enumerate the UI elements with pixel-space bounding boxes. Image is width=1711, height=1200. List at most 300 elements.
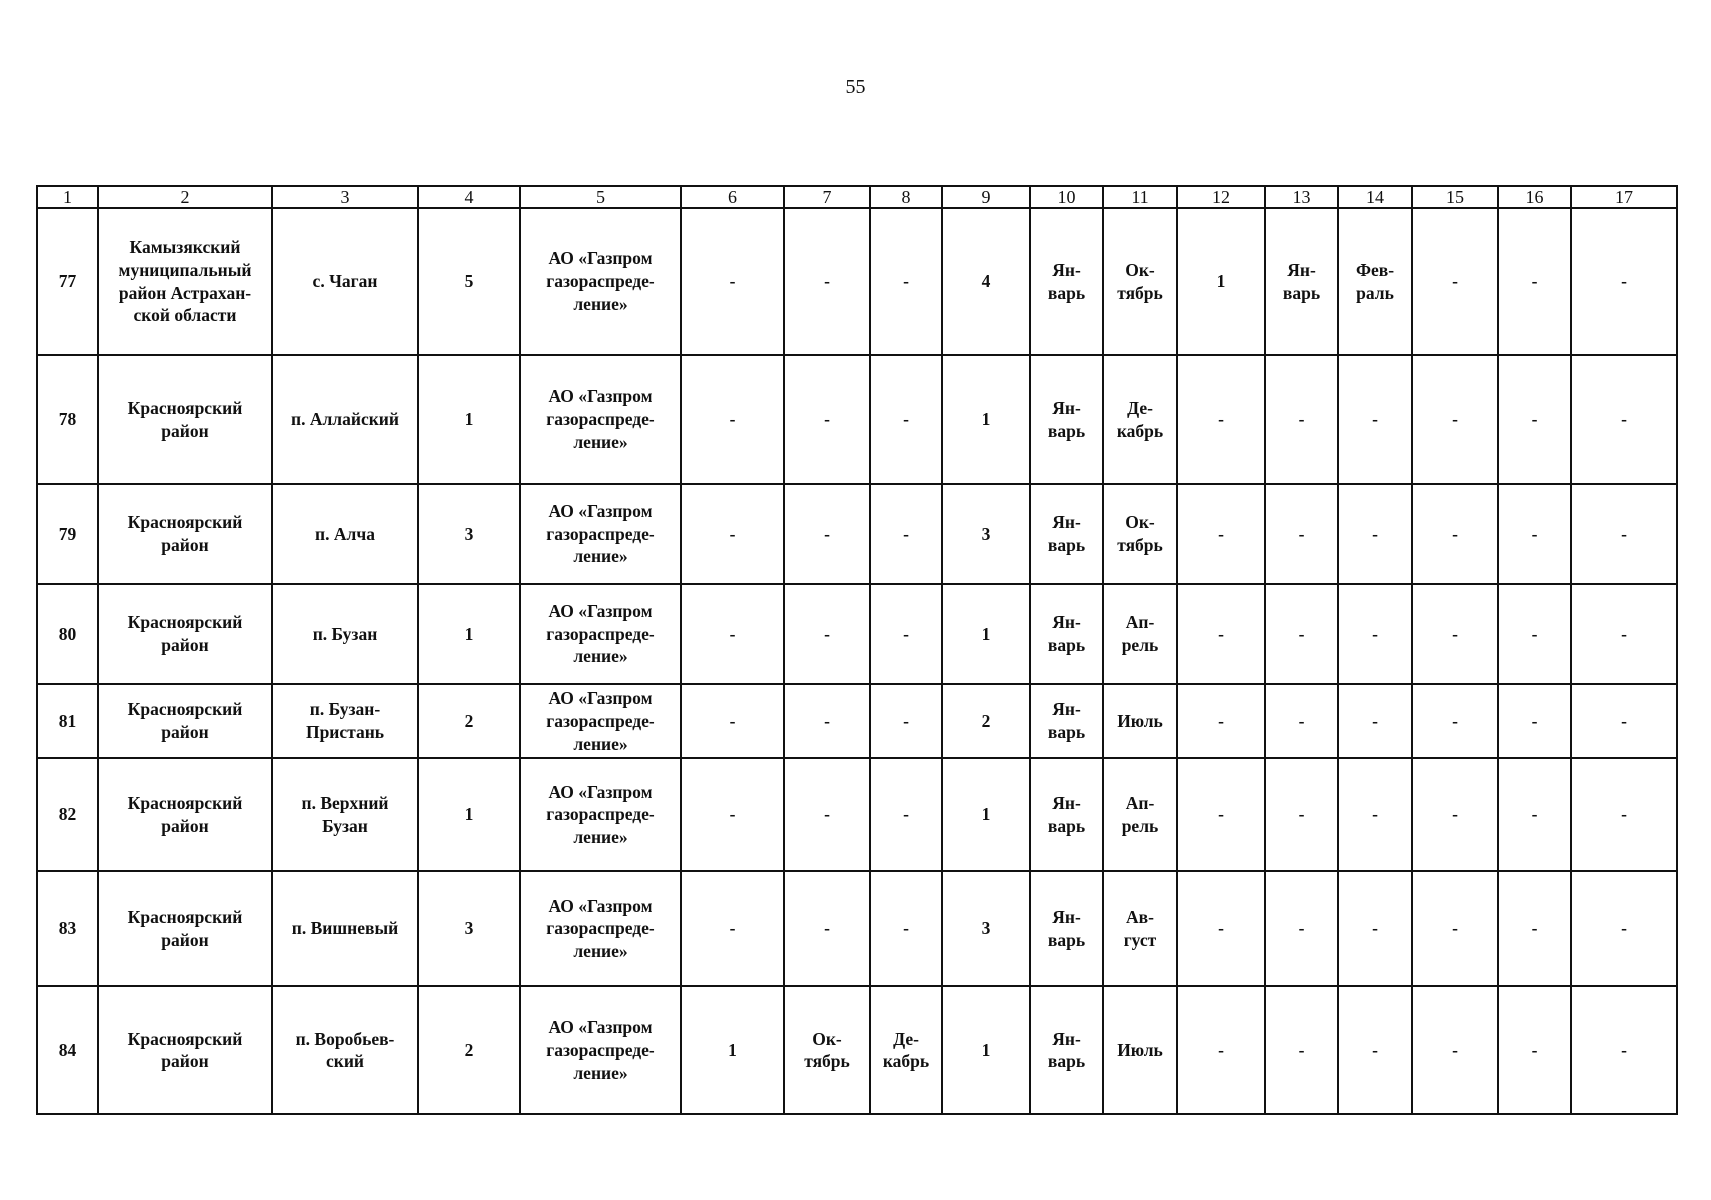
table-cell-col-4	[418, 355, 520, 484]
cell-text-line: -	[1621, 804, 1627, 825]
cell-text-line: 1	[981, 623, 991, 644]
cell-text-line: Ап-	[1125, 793, 1155, 813]
cell-text-line: -	[729, 918, 736, 939]
table-cell-col-9	[942, 871, 1030, 986]
cell-text-line: район	[161, 722, 209, 743]
column-number-17: 17	[1571, 186, 1677, 208]
cell-text-line: 3	[981, 918, 991, 939]
cell-text-line: -	[1218, 710, 1224, 731]
table-cell-col-17	[1571, 484, 1677, 584]
table-cell-col-8	[870, 684, 942, 758]
cell-text-line: -	[1298, 710, 1305, 731]
table-cell-col-5	[520, 208, 681, 355]
cell-text-line: -	[903, 409, 909, 430]
cell-text-line: Ап-	[1125, 612, 1155, 633]
cell-text-line: 81	[58, 710, 77, 731]
table-cell-col-3	[272, 684, 418, 758]
table-cell-col-16	[1498, 584, 1571, 684]
column-number-7: 7	[784, 186, 870, 208]
cell-text-line: ский	[325, 1051, 365, 1072]
cell-text-line: 78	[58, 409, 77, 430]
cell-text-line: Ок-	[812, 1028, 842, 1049]
cell-text-line: Ян-	[1052, 793, 1081, 813]
cell-text-line: ление»	[573, 941, 628, 962]
cell-text-line: -	[903, 804, 909, 825]
table-cell-col-2	[98, 355, 272, 484]
cell-text-line: район	[161, 420, 209, 441]
cell-text-line: газораспреде-	[546, 523, 655, 544]
table-cell-col-16	[1498, 758, 1571, 871]
table-cell-col-14	[1338, 584, 1412, 684]
table-cell-col-11	[1103, 684, 1177, 758]
table-cell-col-14	[1338, 684, 1412, 758]
cell-text-line: кабрь	[1116, 420, 1164, 441]
cell-text-line: 1	[464, 623, 474, 644]
table-cell-col-6	[681, 986, 784, 1114]
table-cell-col-8	[870, 986, 942, 1114]
cell-text-line: газораспреде-	[546, 918, 655, 939]
table-cell-col-13	[1265, 584, 1338, 684]
cell-text-line: 5	[464, 271, 474, 292]
column-number-1: 1	[37, 186, 98, 208]
table-cell-col-7	[784, 208, 870, 355]
table-cell-col-9	[942, 986, 1030, 1114]
cell-text-line: п. Воробьев-	[295, 1028, 395, 1049]
table-cell-col-11	[1103, 484, 1177, 584]
cell-text-line: ление»	[573, 827, 628, 848]
table-cell-col-13	[1265, 986, 1338, 1114]
cell-text-line: АО «Газпром	[548, 688, 653, 708]
cell-text-line: 79	[58, 523, 77, 544]
table-cell-col-15	[1412, 584, 1498, 684]
cell-text-line: Красноярский	[127, 512, 243, 533]
table-cell-col-9	[942, 484, 1030, 584]
cell-text-line: -	[729, 804, 736, 825]
table-cell-col-10	[1030, 355, 1103, 484]
table-cell-col-2	[98, 484, 272, 584]
table-cell-col-4	[418, 986, 520, 1114]
table-cell-col-12	[1177, 986, 1265, 1114]
table-cell-col-7	[784, 986, 870, 1114]
table-row	[37, 758, 1677, 871]
table-cell-col-3	[272, 208, 418, 355]
table-cell-col-13	[1265, 871, 1338, 986]
cell-text-line: -	[1531, 918, 1538, 939]
cell-text-line: газораспреде-	[546, 1039, 655, 1060]
table-cell-col-3	[272, 986, 418, 1114]
column-number-9: 9	[942, 186, 1030, 208]
cell-text-line: -	[1452, 918, 1458, 939]
table-cell-col-1	[37, 871, 98, 986]
table-cell-col-9	[942, 758, 1030, 871]
cell-text-line: -	[1531, 804, 1538, 825]
table-cell-col-8	[870, 871, 942, 986]
page-number: 55	[845, 76, 866, 98]
cell-text-line: -	[1621, 623, 1627, 644]
table-cell-col-8	[870, 584, 942, 684]
cell-text-line: Ян-	[1287, 259, 1316, 280]
cell-text-line: -	[824, 271, 830, 292]
cell-text-line: густ	[1123, 929, 1157, 950]
table-cell-col-15	[1412, 355, 1498, 484]
table-cell-col-5	[520, 871, 681, 986]
cell-text-line: варь	[1047, 1051, 1086, 1072]
table-cell-col-13	[1265, 355, 1338, 484]
cell-text-line: п. Бузан	[312, 623, 378, 644]
table-row	[37, 484, 1677, 584]
table-cell-col-3	[272, 758, 418, 871]
table-cell-col-3	[272, 871, 418, 986]
table-cell-col-17	[1571, 584, 1677, 684]
cell-text-line: газораспреде-	[546, 710, 655, 731]
cell-text-line: -	[903, 523, 909, 544]
table-cell-col-16	[1498, 684, 1571, 758]
cell-text-line: район	[161, 1051, 209, 1072]
cell-text-line: -	[729, 409, 736, 430]
cell-text-line: Ян-	[1052, 397, 1081, 418]
table-cell-col-13	[1265, 208, 1338, 355]
table-cell-col-10	[1030, 684, 1103, 758]
table-cell-col-11	[1103, 584, 1177, 684]
table-cell-col-2	[98, 584, 272, 684]
column-number-16: 16	[1498, 186, 1571, 208]
table-cell-col-6	[681, 758, 784, 871]
cell-text-line: Красноярский	[127, 1028, 243, 1049]
cell-text-line: -	[1452, 710, 1458, 731]
table-cell-col-11	[1103, 208, 1177, 355]
table-cell-col-16	[1498, 871, 1571, 986]
table-cell-col-1	[37, 355, 98, 484]
cell-text-line: варь	[1047, 929, 1086, 950]
cell-text-line: варь	[1282, 282, 1321, 303]
cell-text-line: -	[903, 623, 909, 644]
table-row	[37, 584, 1677, 684]
table-cell-col-10	[1030, 758, 1103, 871]
cell-text-line: 80	[58, 623, 77, 644]
column-number-12: 12	[1177, 186, 1265, 208]
table-cell-col-12	[1177, 758, 1265, 871]
cell-text-line: -	[903, 271, 909, 292]
table-cell-col-1	[37, 208, 98, 355]
cell-text-line: Красноярский	[127, 397, 243, 418]
table-cell-col-13	[1265, 684, 1338, 758]
cell-text-line: -	[1372, 918, 1378, 939]
cell-text-line: 2	[981, 710, 991, 731]
cell-text-line: Камызякский	[129, 237, 241, 257]
table-cell-col-5	[520, 355, 681, 484]
cell-text-line: Красноярский	[127, 793, 243, 813]
cell-text-line: рель	[1121, 815, 1159, 836]
cell-text-line: Ян-	[1052, 512, 1081, 533]
table-cell-col-17	[1571, 355, 1677, 484]
cell-text-line: Ян-	[1052, 1028, 1081, 1049]
table-cell-col-5	[520, 484, 681, 584]
cell-text-line: АО «Газпром	[548, 895, 653, 916]
table-cell-col-13	[1265, 758, 1338, 871]
cell-text-line: 1	[464, 409, 474, 430]
table-cell-col-12	[1177, 584, 1265, 684]
table-cell-col-7	[784, 758, 870, 871]
cell-text-line: варь	[1047, 635, 1086, 655]
cell-text-line: -	[1531, 271, 1538, 292]
cell-text-line: -	[1531, 623, 1538, 644]
cell-text-line: Июль	[1117, 1039, 1163, 1060]
table-cell-col-7	[784, 684, 870, 758]
cell-text-line: 1	[981, 804, 991, 825]
cell-text-line: с. Чаган	[312, 271, 378, 292]
cell-text-line: -	[1218, 918, 1224, 939]
table-cell-col-17	[1571, 871, 1677, 986]
cell-text-line: раль	[1356, 282, 1394, 303]
column-number-row	[37, 186, 1677, 208]
cell-text-line: -	[729, 710, 736, 731]
cell-text-line: варь	[1047, 535, 1086, 555]
cell-text-line: Бузан	[322, 815, 368, 836]
cell-text-line: газораспреде-	[546, 271, 655, 292]
table-cell-col-10	[1030, 871, 1103, 986]
table-row	[37, 871, 1677, 986]
table-cell-col-12	[1177, 871, 1265, 986]
cell-text-line: тябрь	[804, 1051, 850, 1072]
column-number-14: 14	[1338, 186, 1412, 208]
table-cell-col-5	[520, 758, 681, 871]
cell-text-line: АО «Газпром	[548, 600, 653, 621]
cell-text-line: -	[824, 523, 830, 544]
table-cell-col-8	[870, 484, 942, 584]
cell-text-line: п. Вишневый	[291, 918, 399, 939]
cell-text-line: 82	[58, 804, 77, 825]
table-cell-col-14	[1338, 208, 1412, 355]
cell-text-line: 84	[58, 1039, 77, 1060]
table-cell-col-5	[520, 986, 681, 1114]
cell-text-line: Июль	[1117, 710, 1163, 731]
cell-text-line: -	[824, 623, 830, 644]
table-cell-col-8	[870, 208, 942, 355]
cell-text-line: -	[729, 623, 736, 644]
cell-text-line: -	[824, 804, 830, 825]
cell-text-line: -	[1298, 804, 1305, 825]
table-cell-col-17	[1571, 208, 1677, 355]
cell-text-line: -	[1218, 523, 1224, 544]
cell-text-line: -	[1298, 918, 1305, 939]
table-cell-col-6	[681, 584, 784, 684]
table-cell-col-9	[942, 355, 1030, 484]
cell-text-line: -	[1452, 523, 1458, 544]
cell-text-line: кабрь	[882, 1051, 930, 1072]
table-cell-col-14	[1338, 986, 1412, 1114]
table-cell-col-17	[1571, 986, 1677, 1114]
cell-text-line: -	[1372, 623, 1378, 644]
table-row	[37, 684, 1677, 758]
cell-text-line: район	[161, 635, 209, 655]
column-number-4: 4	[418, 186, 520, 208]
table-cell-col-14	[1338, 484, 1412, 584]
cell-text-line: Красноярский	[127, 907, 243, 927]
table-cell-col-10	[1030, 484, 1103, 584]
cell-text-line: ской области	[133, 305, 237, 326]
cell-text-line: ление»	[573, 546, 628, 567]
cell-text-line: Ян-	[1052, 612, 1081, 633]
table-cell-col-12	[1177, 684, 1265, 758]
cell-text-line: -	[1372, 523, 1378, 544]
table-cell-col-11	[1103, 871, 1177, 986]
cell-text-line: -	[1298, 523, 1305, 544]
cell-text-line: АО «Газпром	[548, 1017, 653, 1038]
table-cell-col-15	[1412, 484, 1498, 584]
cell-text-line: -	[1372, 1039, 1378, 1060]
cell-text-line: район Астрахан-	[118, 282, 252, 303]
table-cell-col-5	[520, 584, 681, 684]
table-cell-col-14	[1338, 758, 1412, 871]
cell-text-line: -	[1452, 804, 1458, 825]
cell-text-line: 1	[981, 409, 991, 430]
cell-text-line: Де-	[893, 1028, 919, 1049]
cell-text-line: ление»	[573, 431, 628, 452]
cell-text-line: 1	[464, 804, 474, 825]
cell-text-line: Ав-	[1126, 907, 1154, 927]
table-cell-col-7	[784, 584, 870, 684]
cell-text-line: варь	[1047, 815, 1086, 836]
table-body	[37, 208, 1677, 1114]
cell-text-line: варь	[1047, 420, 1086, 441]
table-cell-col-12	[1177, 208, 1265, 355]
cell-text-line: 3	[981, 523, 991, 544]
cell-text-line: 1	[1216, 271, 1226, 292]
cell-text-line: газораспреде-	[546, 623, 655, 644]
cell-text-line: район	[161, 929, 209, 950]
cell-text-line: -	[1218, 409, 1224, 430]
table-cell-col-2	[98, 208, 272, 355]
cell-text-line: -	[1531, 1039, 1538, 1060]
cell-text-line: 4	[981, 271, 991, 292]
table-cell-col-6	[681, 684, 784, 758]
cell-text-line: -	[824, 409, 830, 430]
cell-text-line: Фев-	[1355, 259, 1395, 280]
table-cell-col-4	[418, 208, 520, 355]
cell-text-line: ление»	[573, 1062, 628, 1083]
table-cell-col-10	[1030, 986, 1103, 1114]
table-cell-col-4	[418, 871, 520, 986]
table-cell-col-10	[1030, 584, 1103, 684]
table-cell-col-11	[1103, 758, 1177, 871]
table-cell-col-12	[1177, 484, 1265, 584]
table-cell-col-11	[1103, 355, 1177, 484]
cell-text-line: ление»	[573, 646, 628, 667]
column-number-3: 3	[272, 186, 418, 208]
cell-text-line: 2	[464, 710, 474, 731]
table-cell-col-14	[1338, 355, 1412, 484]
cell-text-line: варь	[1047, 282, 1086, 303]
cell-text-line: Ян-	[1052, 699, 1081, 720]
table-cell-col-17	[1571, 758, 1677, 871]
cell-text-line: 2	[464, 1039, 474, 1060]
table-cell-col-3	[272, 584, 418, 684]
table-cell-col-14	[1338, 871, 1412, 986]
data-table	[36, 185, 1678, 1115]
table-cell-col-4	[418, 584, 520, 684]
table-cell-col-7	[784, 484, 870, 584]
table-cell-col-1	[37, 584, 98, 684]
table-cell-col-15	[1412, 208, 1498, 355]
cell-text-line: п. Бузан-	[309, 699, 381, 720]
cell-text-line: ление»	[573, 733, 628, 754]
cell-text-line: газораспреде-	[546, 804, 655, 825]
table-cell-col-15	[1412, 758, 1498, 871]
table-cell-col-9	[942, 584, 1030, 684]
cell-text-line: -	[1621, 409, 1627, 430]
table-cell-col-6	[681, 484, 784, 584]
table-cell-col-6	[681, 355, 784, 484]
cell-text-line: варь	[1047, 722, 1086, 743]
cell-text-line: 77	[58, 271, 77, 292]
table-cell-col-11	[1103, 986, 1177, 1114]
cell-text-line: АО «Газпром	[548, 386, 653, 407]
table-cell-col-8	[870, 355, 942, 484]
cell-text-line: п. Алча	[315, 523, 375, 544]
cell-text-line: Ян-	[1052, 907, 1081, 927]
cell-text-line: Ян-	[1052, 259, 1081, 280]
table-row	[37, 355, 1677, 484]
cell-text-line: АО «Газпром	[548, 248, 653, 269]
table-cell-col-13	[1265, 484, 1338, 584]
table-cell-col-16	[1498, 484, 1571, 584]
cell-text-line: район	[161, 815, 209, 836]
cell-text-line: -	[1621, 523, 1627, 544]
table-cell-col-5	[520, 684, 681, 758]
table-cell-col-7	[784, 871, 870, 986]
table-row	[37, 986, 1677, 1114]
cell-text-line: -	[1218, 804, 1224, 825]
cell-text-line: рель	[1121, 635, 1159, 655]
table-cell-col-17	[1571, 684, 1677, 758]
table-cell-col-15	[1412, 684, 1498, 758]
table-cell-col-15	[1412, 986, 1498, 1114]
cell-text-line: -	[903, 918, 909, 939]
cell-text-line: Де-	[1127, 397, 1153, 418]
cell-text-line: -	[1372, 409, 1378, 430]
cell-text-line: ление»	[573, 293, 628, 314]
cell-text-line: -	[1298, 623, 1305, 644]
table-cell-col-16	[1498, 355, 1571, 484]
table-cell-col-7	[784, 355, 870, 484]
table-cell-col-12	[1177, 355, 1265, 484]
cell-text-line: -	[1452, 1039, 1458, 1060]
cell-text-line: Красноярский	[127, 699, 243, 720]
table-cell-col-6	[681, 871, 784, 986]
table-cell-col-9	[942, 208, 1030, 355]
table-cell-col-9	[942, 684, 1030, 758]
cell-text-line: -	[1298, 409, 1305, 430]
cell-text-line: -	[903, 710, 909, 731]
table-cell-col-1	[37, 484, 98, 584]
cell-text-line: Красноярский	[127, 612, 243, 633]
table-cell-col-16	[1498, 208, 1571, 355]
table-cell-col-2	[98, 684, 272, 758]
cell-text-line: -	[1452, 409, 1458, 430]
table-cell-col-2	[98, 986, 272, 1114]
cell-text-line: район	[161, 535, 209, 555]
cell-text-line: -	[824, 710, 830, 731]
cell-text-line: -	[1531, 710, 1538, 731]
cell-text-line: тябрь	[1117, 535, 1163, 555]
column-number-6: 6	[681, 186, 784, 208]
cell-text-line: -	[1218, 623, 1224, 644]
cell-text-line: -	[729, 271, 736, 292]
cell-text-line: -	[1452, 623, 1458, 644]
table-cell-col-2	[98, 871, 272, 986]
table-cell-col-4	[418, 484, 520, 584]
table-cell-col-1	[37, 684, 98, 758]
